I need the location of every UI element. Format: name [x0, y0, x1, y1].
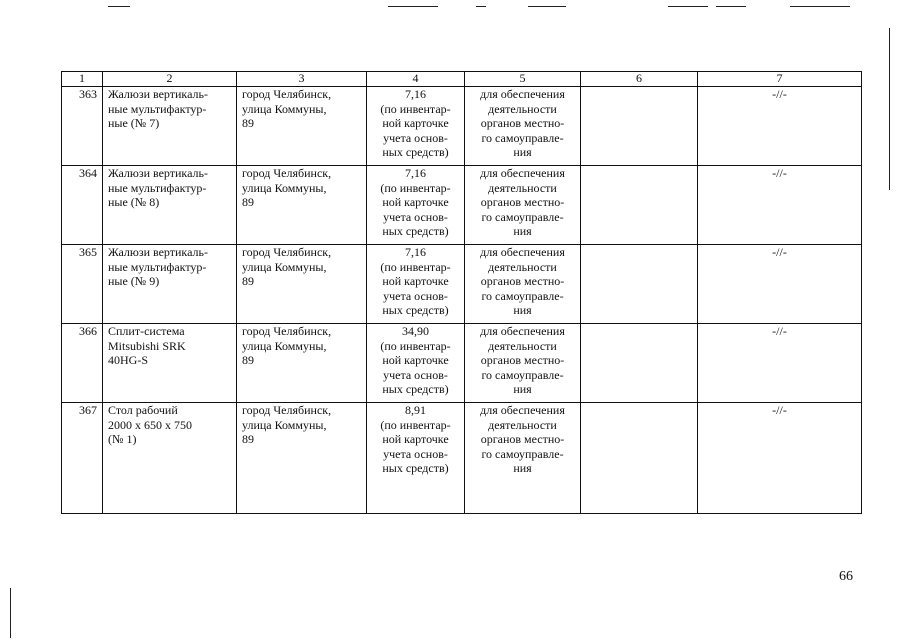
item-name: Жалюзи вертикаль- ные мультифактур- ные (№ 8) — [103, 166, 237, 245]
column-header: 3 — [237, 72, 367, 87]
table-row — [62, 245, 862, 324]
item-col6 — [581, 87, 698, 166]
item-address: город Челябинск, улица Коммуны, 89 — [237, 403, 367, 514]
scan-artifact-line — [790, 6, 850, 7]
scan-artifact-line — [476, 6, 486, 7]
item-name: Жалюзи вертикаль- ные мультифактур- ные (№ 7) — [103, 87, 237, 166]
item-purpose: для обеспечения деятельности органов местно- го самоуправле- ния — [465, 87, 581, 166]
item-purpose: для обеспечения деятельности органов местно- го самоуправле- ния — [465, 245, 581, 324]
item-value: 8,91 (по инвентар- ной карточке учета основ- ных средств) — [367, 403, 465, 514]
item-purpose: для обеспечения деятельности органов местно- го самоуправле- ния — [465, 324, 581, 403]
column-number-row — [62, 72, 862, 87]
item-name: Жалюзи вертикаль- ные мультифактур- ные (№ 9) — [103, 245, 237, 324]
item-address: город Челябинск, улица Коммуны, 89 — [237, 245, 367, 324]
table-row — [62, 324, 862, 403]
scan-artifact-line — [388, 6, 438, 7]
scan-artifact-line — [668, 6, 708, 7]
item-col7: -//- — [698, 87, 862, 166]
item-value: 34,90 (по инвентар- ной карточке учета основ- ных средств) — [367, 324, 465, 403]
table-row — [62, 166, 862, 245]
item-address: город Челябинск, улица Коммуны, 89 — [237, 87, 367, 166]
item-col6 — [581, 324, 698, 403]
scan-artifact-line — [528, 6, 566, 7]
item-col7: -//- — [698, 166, 862, 245]
item-col6 — [581, 166, 698, 245]
column-header: 1 — [62, 72, 103, 87]
column-header: 5 — [465, 72, 581, 87]
scan-artifact-line — [716, 6, 746, 7]
item-number: 365 — [62, 245, 103, 324]
table-row — [62, 403, 862, 514]
column-header: 7 — [698, 72, 862, 87]
item-value: 7,16 (по инвентар- ной карточке учета основ- ных средств) — [367, 245, 465, 324]
item-purpose: для обеспечения деятельности органов местно- го самоуправле- ния — [465, 403, 581, 514]
item-value: 7,16 (по инвентар- ной карточке учета основ- ных средств) — [367, 87, 465, 166]
item-col6 — [581, 403, 698, 514]
column-header: 4 — [367, 72, 465, 87]
scan-edge-mark — [10, 588, 11, 638]
item-col7: -//- — [698, 403, 862, 514]
item-name: Стол рабочий 2000 х 650 х 750 (№ 1) — [103, 403, 237, 514]
column-header: 2 — [103, 72, 237, 87]
item-address: город Челябинск, улица Коммуны, 89 — [237, 324, 367, 403]
item-number: 366 — [62, 324, 103, 403]
item-number: 364 — [62, 166, 103, 245]
item-number: 367 — [62, 403, 103, 514]
scan-edge-mark — [889, 28, 890, 190]
scan-artifact-line — [108, 6, 130, 7]
property-registry-table — [61, 71, 862, 514]
item-col6 — [581, 245, 698, 324]
item-address: город Челябинск, улица Коммуны, 89 — [237, 166, 367, 245]
column-header: 6 — [581, 72, 698, 87]
item-purpose: для обеспечения деятельности органов местно- го самоуправле- ния — [465, 166, 581, 245]
item-number: 363 — [62, 87, 103, 166]
item-col7: -//- — [698, 324, 862, 403]
item-value: 7,16 (по инвентар- ной карточке учета основ- ных средств) — [367, 166, 465, 245]
item-name: Сплит-система Mitsubishi SRK 40HG-S — [103, 324, 237, 403]
page-number: 66 — [839, 569, 853, 584]
table-row — [62, 87, 862, 166]
item-col7: -//- — [698, 245, 862, 324]
